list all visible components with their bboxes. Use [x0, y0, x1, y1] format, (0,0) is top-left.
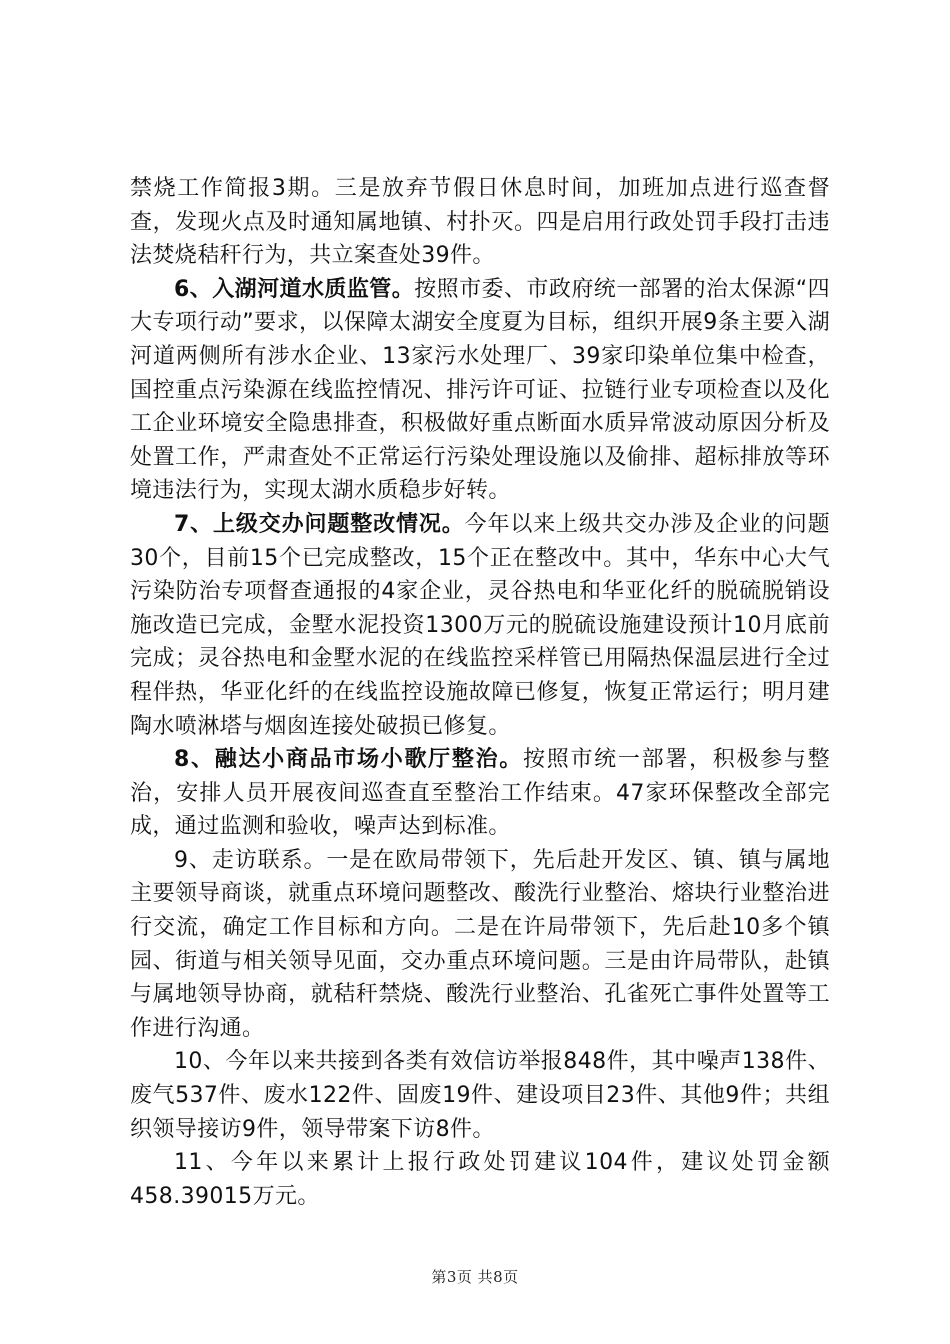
paragraph-body: 按照市统一部署，积极参与整治，安排人员开展夜间巡查直至整治工作结束。47家环保整改全部完成，通过监测和验收，噪声达到标准。 [130, 747, 831, 840]
paragraph-body: 按照市委、市政府统一部署的治太保源“四大专项行动”要求，以保障太湖安全度夏为目标，组织开展9条主要入湖河道两侧所有涉水企业、13家污水处理厂、39家印染单位集中检查，国控重点污染源在线监控情况、排污许可证、拉链行业专项检查以及化工企业环境安全隐患排查，积极做好重点断面水质异常波动原因分析及处置工作，严肃查处不正常运行污染处理设施以及偷排、超标排放等环境违法行为，实现太湖水质稳步好转。 [130, 276, 830, 504]
paragraph-visits [130, 844, 830, 1046]
paragraph-body: 10、今年以来共接到各类有效信访举报848件，其中噪声138件、废气537件、废水122件、固废19件、建设项目23件、其他9件；共组织领导接访9件，领导带案下访8件。 [130, 1049, 830, 1142]
paragraph-water-quality [130, 273, 830, 508]
paragraph-heading: 7、上级交办问题整改情况。 [174, 511, 465, 537]
paragraph-body: 11、今年以来累计上报行政处罚建议104件，建议处罚金额458.39015万元。 [130, 1150, 830, 1209]
paragraph-rectification [130, 508, 830, 743]
paragraph-body: 今年以来上级共交办涉及企业的问题30个，目前15个已完成整改，15个正在整改中。其中，华东中心大气污染防治专项督查通报的4家企业，灵谷热电和华亚化纤的脱硫脱销设施改造已完成，金墅水泥投资1300万元的脱硫设施建设预计10月底前完成；灵谷热电和金墅水泥的在线监控采样管已用隔热保温层进行全过程伴热，华亚化纤的在线监控设施故障已修复，恢复正常运行；明月建陶水喷淋塔与烟囱连接处破损已修复。 [130, 511, 831, 739]
paragraph-petitions [130, 1045, 830, 1146]
document-body [130, 172, 830, 1213]
paragraph-heading: 6、入湖河道水质监管。 [174, 276, 415, 302]
paragraph-body: 禁烧工作简报3期。三是放弃节假日休息时间，加班加点进行巡查督查，发现火点及时通知属地镇、村扑灭。四是启用行政处罚手段打击违法焚烧秸秆行为，共立案查处39件。 [130, 176, 830, 269]
paragraph-body: 9、走访联系。一是在欧局带领下，先后赴开发区、镇、镇与属地主要领导商谈，就重点环境问题整改、酸洗行业整治、熔块行业整治进行交流，确定工作目标和方向。二是在许局带领下，先后赴10多个镇园、街道与相关领导见面，交办重点环境问题。三是由许局带队，赴镇与属地领导协商，就秸秆禁烧、酸洗行业整治、孔雀死亡事件处置等工作进行沟通。 [130, 847, 830, 1041]
page-footer [0, 1266, 950, 1287]
paragraph-heading: 8、融达小商品市场小歌厅整治。 [174, 747, 524, 773]
paragraph-continuation [130, 172, 830, 273]
page-number-label: 第3页 共8页 [431, 1268, 519, 1286]
paragraph-market-karaoke [130, 743, 830, 844]
paragraph-penalties [130, 1146, 830, 1213]
